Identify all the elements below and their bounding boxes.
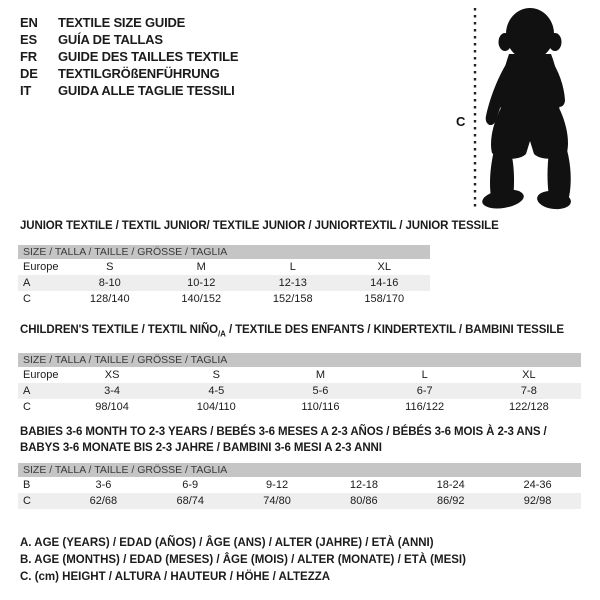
section-title-line2: BABYS 3-6 MONATE BIS 2-3 JAHRE / BAMBINI 3-6 MESI A 2-3 ANNI — [20, 442, 382, 454]
size-cell: 110/116 — [301, 401, 340, 414]
size-cell: 74/80 — [263, 495, 291, 507]
row-label: B — [23, 479, 31, 491]
section-title-line1: BABIES 3-6 MONTH TO 2-3 YEARS / BEBÉS 3-6 MESES A 2-3 AÑOS / BÉBÉS 3-6 MOIS À 2-3 ANS / — [20, 426, 547, 438]
size-cell: 80/86 — [350, 495, 378, 507]
size-cell: 6-7 — [416, 385, 433, 398]
table-row — [18, 383, 581, 399]
row-label: Europe — [23, 369, 59, 382]
title-prefix: CHILDREN'S TEXTILE / TEXTIL NIÑO — [20, 324, 219, 336]
size-cell: XS — [104, 369, 120, 382]
size-cell: 128/140 — [89, 293, 130, 305]
size-cell: XL — [522, 369, 536, 382]
size-cell: 6-9 — [182, 479, 199, 491]
legend-line-b: B. AGE (MONTHS) / EDAD (MESES) / ÂGE (MOIS) / ALTER (MONATE) / ETÀ (MESI) — [20, 554, 466, 566]
lang-row-fr — [20, 48, 238, 65]
row-label: A — [23, 385, 31, 398]
section-title: JUNIOR TEXTILE / TEXTIL JUNIOR/ TEXTILE JUNIOR / JUNIORTEXTIL / JUNIOR TESSILE — [20, 220, 499, 232]
size-header-bar: SIZE / TALLA / TAILLE / GRÖSSE / TAGLIA — [18, 353, 581, 367]
measure-label-c: C — [456, 114, 466, 129]
babies-size-table — [18, 477, 581, 509]
size-cell: 12-18 — [349, 479, 378, 491]
lang-code: IT — [20, 83, 32, 98]
size-cell: S — [212, 369, 220, 382]
title-suffix: / TEXTILE DES ENFANTS / KINDERTEXTIL / BAMBINI TESSILE — [225, 324, 564, 336]
size-cell: L — [289, 261, 296, 273]
size-cell: 24-36 — [523, 479, 552, 491]
size-cell: 86/92 — [436, 495, 465, 507]
table-row — [18, 275, 430, 291]
baby-silhouette — [430, 0, 600, 230]
baby-figure — [430, 0, 600, 230]
size-cell: 3-6 — [95, 479, 112, 491]
children-size-table — [18, 367, 581, 415]
lang-row-de — [20, 65, 238, 82]
size-cell: 68/74 — [176, 495, 204, 507]
size-cell: 98/104 — [95, 401, 129, 414]
table-row — [18, 399, 581, 415]
lang-code: DE — [20, 66, 38, 81]
lang-row-it — [20, 82, 238, 99]
size-cell: 8-10 — [98, 277, 121, 289]
lang-text: TEXTILGRÖßENFÜHRUNG — [58, 66, 220, 81]
size-cell: 152/158 — [272, 293, 313, 305]
lang-text: TEXTILE SIZE GUIDE — [58, 15, 186, 30]
table-row — [18, 259, 430, 275]
size-cell: 4-5 — [208, 385, 225, 398]
title-subscript: /A — [218, 329, 226, 339]
section-junior-textile — [18, 218, 499, 307]
legend-line-c: C. (cm) HEIGHT / ALTURA / HAUTEUR / HÖHE / ALTEZZA — [20, 571, 331, 583]
size-header-bar: SIZE / TALLA / TAILLE / GRÖSSE / TAGLIA — [18, 245, 430, 259]
size-cell: 122/128 — [508, 401, 549, 414]
row-label: Europe — [23, 261, 59, 273]
size-cell: 3-4 — [104, 385, 121, 398]
size-cell: 14-16 — [370, 277, 399, 289]
language-header — [20, 14, 238, 99]
size-cell: M — [196, 261, 206, 273]
lang-row-es — [20, 31, 238, 48]
size-header-bar: SIZE / TALLA / TAILLE / GRÖSSE / TAGLIA — [18, 463, 581, 477]
size-cell: 104/110 — [196, 401, 236, 414]
size-cell: 158/170 — [364, 293, 405, 305]
size-cell: 18-24 — [436, 479, 465, 491]
lang-code: FR — [20, 49, 37, 64]
lang-text: GUIDA ALLE TAGLIE TESSILI — [58, 83, 235, 98]
lang-code: EN — [20, 15, 38, 30]
size-cell: 62/68 — [89, 495, 118, 507]
section-childrens-textile — [18, 322, 581, 415]
size-cell: XL — [377, 261, 391, 273]
table-row — [18, 493, 581, 509]
size-cell: 5-6 — [312, 385, 329, 398]
row-label: C — [23, 401, 31, 414]
measure-legend — [20, 535, 466, 586]
table-row — [18, 367, 581, 383]
section-title — [18, 322, 581, 342]
table-row — [18, 477, 581, 493]
section-babies-textile — [18, 424, 581, 509]
size-cell: 92/98 — [523, 495, 552, 507]
size-cell: 7-8 — [520, 385, 537, 398]
size-cell: 10-12 — [187, 277, 216, 289]
table-row — [18, 291, 430, 307]
size-cell: S — [106, 261, 114, 273]
size-cell: 140/152 — [181, 293, 222, 305]
size-cell: 9-12 — [266, 479, 289, 491]
size-cell: M — [315, 369, 326, 382]
size-cell: 116/122 — [405, 401, 445, 414]
toddler-silhouette — [481, 8, 572, 211]
row-label: A — [23, 277, 31, 289]
row-label: C — [23, 495, 31, 507]
row-label: C — [23, 293, 31, 305]
size-cell: 12-13 — [278, 277, 307, 289]
lang-text: GUÍA DE TALLAS — [58, 32, 163, 47]
lang-code: ES — [20, 32, 37, 47]
legend-line-a: A. AGE (YEARS) / EDAD (AÑOS) / ÂGE (ANS) / ALTER (JAHRE) / ETÀ (ANNI) — [20, 537, 434, 549]
size-cell: L — [421, 369, 428, 382]
lang-text: GUIDE DES TAILLES TEXTILE — [58, 49, 239, 64]
lang-row-en — [20, 14, 238, 31]
junior-size-table — [18, 259, 430, 307]
